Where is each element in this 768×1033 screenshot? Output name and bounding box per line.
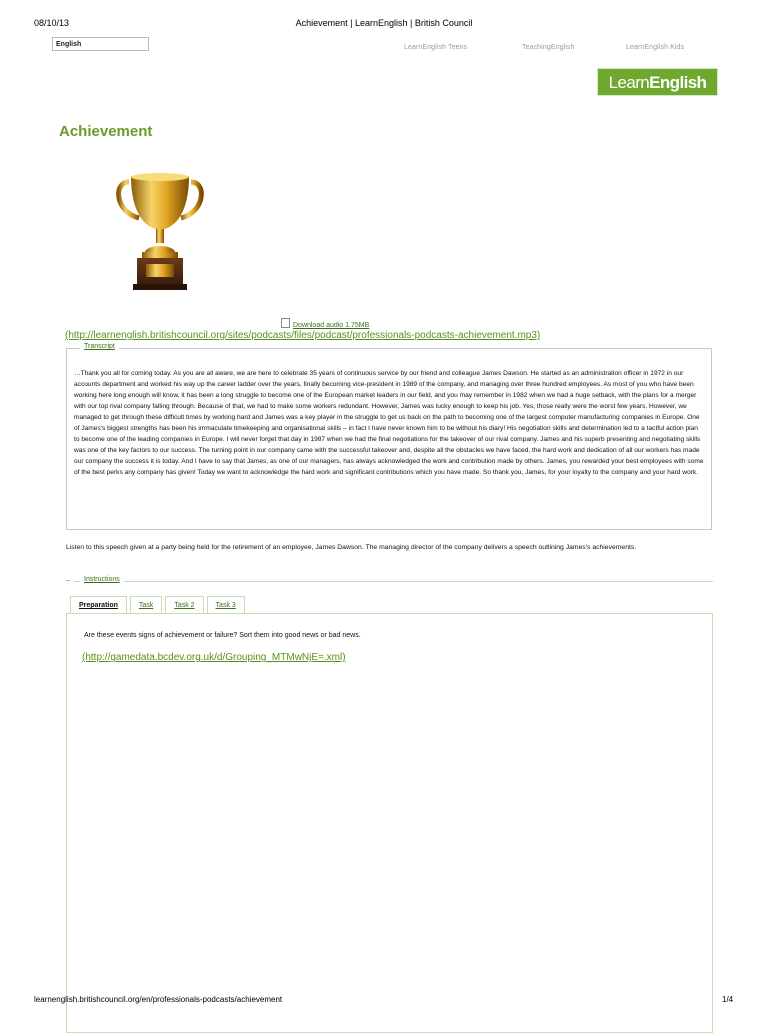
transcript-text: …Thank you all for coming today. As you are all aware, we are here to celebrate 35 years of continuous service by our friend and colleague James Dawson. He started as an administration officer in 1972 in our accounts department and worked his way up the career ladder over the years, finally becoming vice-president in 1989 of the company, and managing over three hundred employees. As most of you who have been working here long enough will know, it has been a long struggle to become one of the European market leaders in our field, and you may remember in 1982 when we had a huge setback, with the plans for a merger with our top rival company falling through. Because of that, we had to make some workers redundant. However, James was lucky enough to keep his job. Yes, those really were the worst few years. However, we managed to get through these difficult times by working hard and James was a key player in the struggle to get us back on the path to becoming one of the largest computer manufacturing companies in Europe. One of James's biggest strengths has been his immaculate timekeeping and organisational skills – in fact I have never known him to be without his diary! His negotiation skills and determination led to a tactful action plan to become one of the leading companies in Europe. I will never forget that day in 1987 when we had the final negotiations for the takeover of our rival company. James and his superb presenting and negotiating skills was one of the key factors to our success. The turning point in our company came with the successful takeover and, despite all the obstacles we have faced, the hard work and dedication of all our workers has made our company the success it is today. And I have to say that James, as one of our managers, has always acknowledged the work and contribution made by others. James, you rewarded your best employees with some of the best perks any company has given! Today we want to acknowledge the hard work and significant contributions which you have made. So thank you, James, for your loyalty to the company and your hard work. xyxy=(74,370,704,476)
nav-learnenglish-kids-link[interactable]: LearnEnglish Kids xyxy=(626,44,685,51)
print-header-date: 08/10/13 xyxy=(34,18,70,28)
nav-teachingenglish-link[interactable]: TeachingEnglish xyxy=(522,44,575,51)
learnenglish-logo[interactable] xyxy=(597,68,718,96)
task-tabs xyxy=(70,596,248,613)
transcript-toggle[interactable]: Transcript xyxy=(80,343,119,350)
trophy-image xyxy=(115,172,205,294)
intro-text: Listen to this speech given at a party being held for the retirement of an employee, James Dawson. The managing director of the company delivers a speech outlining James's achievements. xyxy=(66,544,637,551)
tab-task-2[interactable]: Task 2 xyxy=(165,596,203,613)
tab-task[interactable]: Task xyxy=(130,596,162,613)
download-audio-label: Download audio 1.75MB xyxy=(293,322,370,329)
download-audio-link[interactable] xyxy=(281,318,369,329)
document-icon xyxy=(281,318,290,328)
language-selector[interactable]: English xyxy=(52,37,149,51)
instructions-collapse-icon[interactable]: – xyxy=(66,576,74,585)
instructions-divider xyxy=(66,581,713,582)
print-footer-page-number: 1/4 xyxy=(722,995,734,1004)
logo-part-english: English xyxy=(649,73,707,92)
logo-part-learn: Learn xyxy=(608,73,650,92)
page-title: Achievement xyxy=(59,123,153,140)
nav-learnenglish-teens-link[interactable]: LearnEnglish Teens xyxy=(404,44,468,51)
tab-panel xyxy=(66,613,713,1033)
print-header-title: Achievement | LearnEnglish | British Council xyxy=(295,18,473,28)
instructions-toggle[interactable]: Instructions xyxy=(80,576,124,583)
tab-task-3[interactable]: Task 3 xyxy=(207,596,245,613)
preparation-instructions: Are these events signs of achievement or failure? Sort them into good news or bad news. xyxy=(84,632,361,639)
audio-url-link[interactable]: (http://learnenglish.britishcouncil.org/sites/podcasts/files/podcast/professionals-podcasts-achievement.mp3) xyxy=(65,330,541,341)
game-data-url-link[interactable]: (http://gamedata.bcdev.org.uk/d/Grouping_MTMwNjE=.xml) xyxy=(82,652,346,663)
print-footer-url: learnenglish.britishcouncil.org/en/professionals-podcasts/achievement xyxy=(34,995,283,1004)
tab-preparation[interactable]: Preparation xyxy=(70,596,127,613)
